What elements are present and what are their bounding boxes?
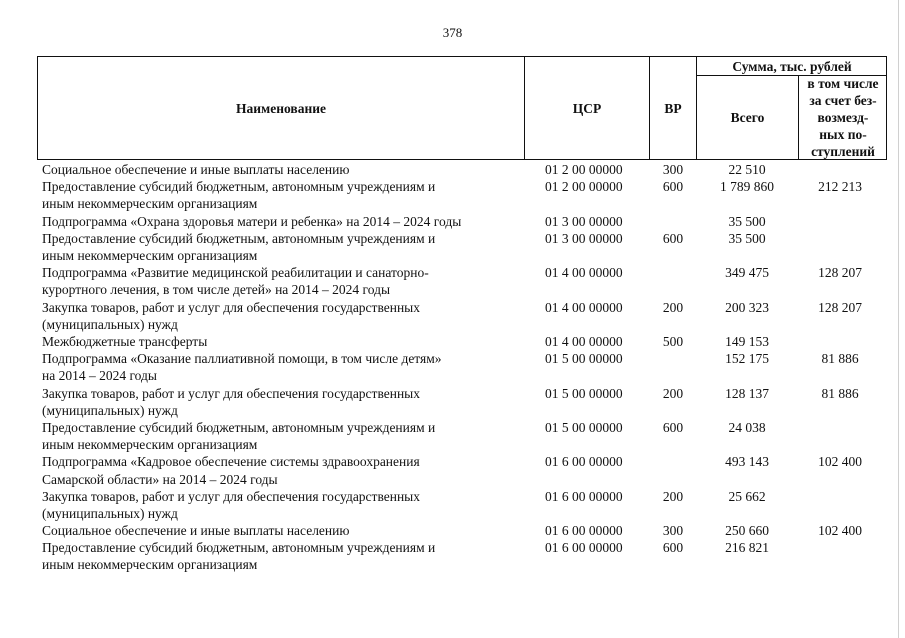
row-name-line: иным некоммерческим организациям bbox=[42, 437, 258, 453]
table-row bbox=[37, 453, 887, 487]
table-row bbox=[37, 488, 887, 522]
row-name bbox=[42, 213, 517, 230]
table-row bbox=[37, 419, 887, 453]
row-name-line: Подпрограмма «Развитие медицинской реабилитации и санаторно- bbox=[42, 265, 429, 281]
page-number: 378 bbox=[442, 25, 463, 40]
row-total: 152 175 bbox=[725, 351, 769, 367]
header-total: Всего bbox=[730, 110, 765, 125]
table-row bbox=[37, 539, 887, 573]
row-name bbox=[42, 333, 517, 350]
row-grant: 128 207 bbox=[818, 265, 862, 281]
row-name-line: иным некоммерческим организациям bbox=[42, 557, 258, 573]
header-grant-line: возмезд- bbox=[817, 110, 869, 125]
row-name-line: Предоставление субсидий бюджетным, автономным учреждениям и bbox=[42, 419, 436, 435]
row-vr: 200 bbox=[662, 299, 684, 315]
row-grant: 212 213 bbox=[818, 179, 862, 195]
row-vr: 600 bbox=[662, 179, 684, 195]
row-name bbox=[42, 178, 517, 212]
row-name-line: Закупка товаров, работ и услуг для обеспечения государственных bbox=[42, 488, 421, 504]
row-name-line: Подпрограмма «Оказание паллиативной помощи, в том числе детям» bbox=[42, 351, 442, 367]
row-name bbox=[42, 299, 517, 333]
table-row bbox=[37, 333, 887, 350]
row-name-line: Закупка товаров, работ и услуг для обеспечения государственных bbox=[42, 385, 421, 401]
row-name-line: (муниципальных) нужд bbox=[42, 505, 178, 521]
table-row bbox=[37, 522, 887, 539]
row-grant: 102 400 bbox=[818, 523, 862, 539]
table-row bbox=[37, 213, 887, 230]
row-vr: 300 bbox=[662, 523, 684, 539]
row-name-line: Подпрограмма «Кадровое обеспечение системы здравоохранения bbox=[42, 454, 420, 470]
row-csr: 01 3 00 00000 bbox=[545, 213, 623, 229]
row-name-line: иным некоммерческим организациям bbox=[42, 247, 258, 263]
row-name-line: (муниципальных) нужд bbox=[42, 316, 178, 332]
page-edge bbox=[898, 0, 899, 638]
row-name-line: Самарской области» на 2014 – 2024 годы bbox=[42, 471, 278, 487]
row-name-line: иным некоммерческим организациям bbox=[42, 196, 258, 212]
header-grant-line: в том числе bbox=[807, 76, 879, 91]
row-name bbox=[42, 264, 517, 298]
row-name-line: Подпрограмма «Охрана здоровья матери и ребенка» на 2014 – 2024 годы bbox=[42, 213, 462, 229]
row-total: 25 662 bbox=[728, 488, 766, 504]
row-csr: 01 3 00 00000 bbox=[545, 230, 623, 246]
row-vr: 600 bbox=[662, 419, 684, 435]
row-name-line: Предоставление субсидий бюджетным, автономным учреждениям и bbox=[42, 540, 436, 556]
row-grant: 81 886 bbox=[821, 385, 859, 401]
row-csr: 01 5 00 00000 bbox=[545, 351, 623, 367]
row-csr: 01 6 00 00000 bbox=[545, 454, 623, 470]
header-grant bbox=[799, 76, 887, 159]
row-name bbox=[42, 161, 517, 178]
row-vr: 300 bbox=[662, 162, 684, 177]
header-grant-line: ступлений bbox=[811, 144, 875, 159]
row-grant: 81 886 bbox=[821, 351, 859, 367]
table-row bbox=[37, 350, 887, 384]
row-name-line: Закупка товаров, работ и услуг для обеспечения государственных bbox=[42, 299, 421, 315]
header-grant-line: ных по- bbox=[819, 127, 867, 142]
row-csr: 01 6 00 00000 bbox=[545, 523, 623, 539]
row-grant: 128 207 bbox=[818, 299, 862, 315]
header-csr: ЦСР bbox=[572, 100, 602, 116]
row-name-line: Предоставление субсидий бюджетным, автономным учреждениям и bbox=[42, 230, 436, 246]
row-name bbox=[42, 230, 517, 264]
row-csr: 01 6 00 00000 bbox=[545, 540, 623, 556]
row-csr: 01 2 00 00000 bbox=[545, 179, 623, 195]
row-name-line: на 2014 – 2024 годы bbox=[42, 368, 157, 384]
row-vr: 500 bbox=[662, 333, 684, 349]
header-sum-group: Сумма, тыс. рублей bbox=[732, 58, 852, 74]
row-name-line: Межбюджетные трансферты bbox=[42, 333, 208, 349]
row-csr: 01 2 00 00000 bbox=[545, 162, 623, 177]
row-total: 128 137 bbox=[725, 385, 769, 401]
row-total: 216 821 bbox=[725, 540, 769, 556]
table-header bbox=[37, 56, 887, 160]
row-name-line: курортного лечения, в том числе детей» на 2014 – 2024 годы bbox=[42, 282, 391, 298]
row-total: 22 510 bbox=[728, 162, 766, 177]
row-name-line: Социальное обеспечение и иные выплаты населению bbox=[42, 523, 350, 539]
row-total: 35 500 bbox=[728, 230, 766, 246]
row-name bbox=[42, 419, 517, 453]
row-name-line: Предоставление субсидий бюджетным, автономным учреждениям и bbox=[42, 179, 436, 195]
table-row bbox=[37, 299, 887, 333]
row-total: 35 500 bbox=[728, 213, 766, 229]
header-grant-line: за счет без- bbox=[809, 93, 877, 108]
row-csr: 01 4 00 00000 bbox=[545, 265, 623, 281]
row-csr: 01 5 00 00000 bbox=[545, 419, 623, 435]
table-body bbox=[37, 161, 887, 574]
row-csr: 01 6 00 00000 bbox=[545, 488, 623, 504]
row-total: 200 323 bbox=[725, 299, 769, 315]
header-vr: ВР bbox=[664, 100, 682, 116]
row-name bbox=[42, 350, 517, 384]
table-row bbox=[37, 230, 887, 264]
row-vr: 600 bbox=[662, 230, 684, 246]
row-total: 24 038 bbox=[728, 419, 766, 435]
row-name bbox=[42, 539, 517, 573]
row-total: 1 789 860 bbox=[720, 179, 774, 195]
row-name bbox=[42, 453, 517, 487]
table-row bbox=[37, 178, 887, 212]
row-vr: 600 bbox=[662, 540, 684, 556]
row-csr: 01 5 00 00000 bbox=[545, 385, 623, 401]
row-name bbox=[42, 488, 517, 522]
row-total: 149 153 bbox=[725, 333, 769, 349]
row-csr: 01 4 00 00000 bbox=[545, 299, 623, 315]
row-total: 250 660 bbox=[725, 523, 769, 539]
row-grant: 102 400 bbox=[818, 454, 862, 470]
row-name bbox=[42, 385, 517, 419]
table-row bbox=[37, 385, 887, 419]
row-name-line: Социальное обеспечение и иные выплаты населению bbox=[42, 162, 350, 177]
row-total: 493 143 bbox=[725, 454, 769, 470]
row-name-line: (муниципальных) нужд bbox=[42, 402, 178, 418]
row-name bbox=[42, 522, 517, 539]
row-vr: 200 bbox=[662, 385, 684, 401]
table-row bbox=[37, 264, 887, 298]
row-csr: 01 4 00 00000 bbox=[545, 333, 623, 349]
row-vr: 200 bbox=[662, 488, 684, 504]
table-row bbox=[37, 161, 887, 178]
row-total: 349 475 bbox=[725, 265, 769, 281]
header-name: Наименование bbox=[236, 100, 326, 116]
